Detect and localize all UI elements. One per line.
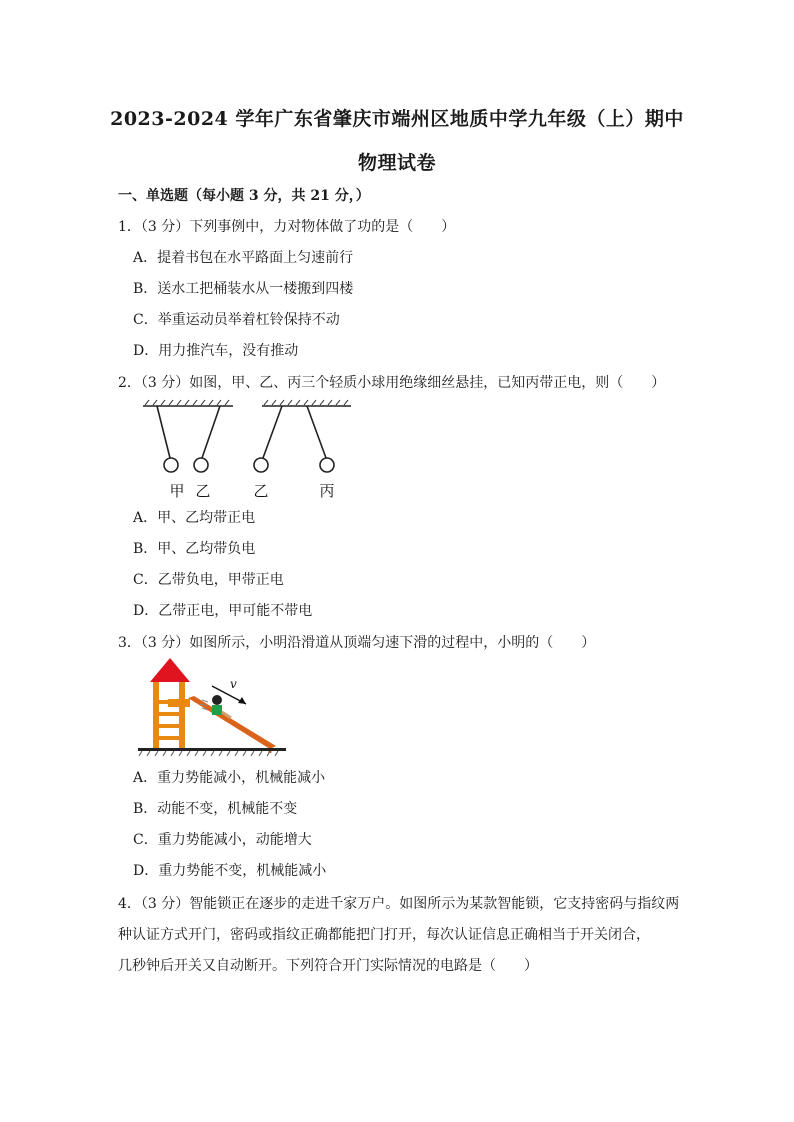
question-1-option-b: B．送水工把桶装水从一楼搬到四楼 (133, 281, 354, 297)
ball-yi-left (194, 458, 208, 472)
child-body (212, 705, 222, 715)
exam-title-line1: 2023-2024 学年广东省肇庆市端州区地质中学九年级（上）期中 (110, 108, 684, 130)
section-heading: 一、单选题（每小题 3 分，共 21 分，） (118, 188, 370, 204)
exam-title-line2: 物理试卷 (357, 152, 436, 174)
question-1-option-d: D．用力推汽车，没有推动 (133, 343, 299, 359)
child-head (212, 695, 222, 705)
question-3-option-d: D．重力势能不变，机械能减小 (133, 863, 327, 879)
question-3-option-a: A．重力势能减小，机械能减小 (133, 770, 326, 786)
question-1-option-a: A．提着书包在水平路面上匀速前行 (133, 250, 354, 266)
question-1-option-c: C．举重运动员举着杠铃保持不动 (133, 312, 340, 328)
hanging-balls-figure (140, 398, 360, 506)
label-yi-left: 乙 (195, 482, 211, 500)
question-2-stem: 2．（3 分）如图，甲、乙、丙三个轻质小球用绝缘细丝悬挂，已知丙带正电，则（ ） (118, 375, 666, 391)
question-3-stem: 3．（3 分）如图所示，小明沿滑道从顶端匀速下滑的过程中，小明的（ ） (118, 635, 596, 651)
question-2-option-d: D．乙带正电，甲可能不带电 (133, 603, 313, 619)
velocity-label: v (230, 677, 237, 691)
thread-bing (307, 406, 326, 458)
question-4-stem-line3: 几秒钟后开关又自动断开。下列符合开门实际情况的电路是（ ） (118, 958, 538, 974)
thread-yi-right (263, 406, 282, 458)
tower-platform (168, 699, 190, 707)
ceiling-left-hatch (145, 400, 229, 405)
question-2-option-b: B．甲、乙均带负电 (133, 541, 256, 557)
ball-jia (164, 458, 178, 472)
label-yi-right: 乙 (253, 482, 269, 500)
slide-roof (150, 658, 190, 682)
ball-bing (320, 458, 334, 472)
thread-yi-left (202, 406, 220, 458)
question-2-option-a: A．甲、乙均带正电 (133, 510, 256, 526)
tower-post-right (179, 682, 185, 748)
tower-post-left (153, 682, 159, 748)
question-4-stem-line2: 种认证方式开门，密码或指纹正确都能把门打开，每次认证信息正确相当于开关闭合， (118, 927, 650, 943)
question-3-option-b: B．动能不变，机械能不变 (133, 801, 298, 817)
label-bing: 丙 (319, 482, 335, 500)
ball-yi-right (254, 458, 268, 472)
label-jia: 甲 (169, 482, 185, 500)
ceiling-right-hatch (264, 400, 348, 405)
question-4-stem-line1: 4．（3 分）智能锁正在逐步的走进千家万户。如图所示为某款智能锁，它支持密码与指纹两 (118, 896, 680, 912)
ground-line (138, 748, 286, 751)
question-1-stem: 1．（3 分）下列事例中，力对物体做了功的是（ ） (118, 219, 456, 235)
question-3-option-c: C．重力势能减小，动能增大 (133, 832, 312, 848)
slide-figure (138, 656, 288, 762)
thread-jia (157, 406, 170, 458)
question-2-option-c: C．乙带负电，甲带正电 (133, 572, 284, 588)
